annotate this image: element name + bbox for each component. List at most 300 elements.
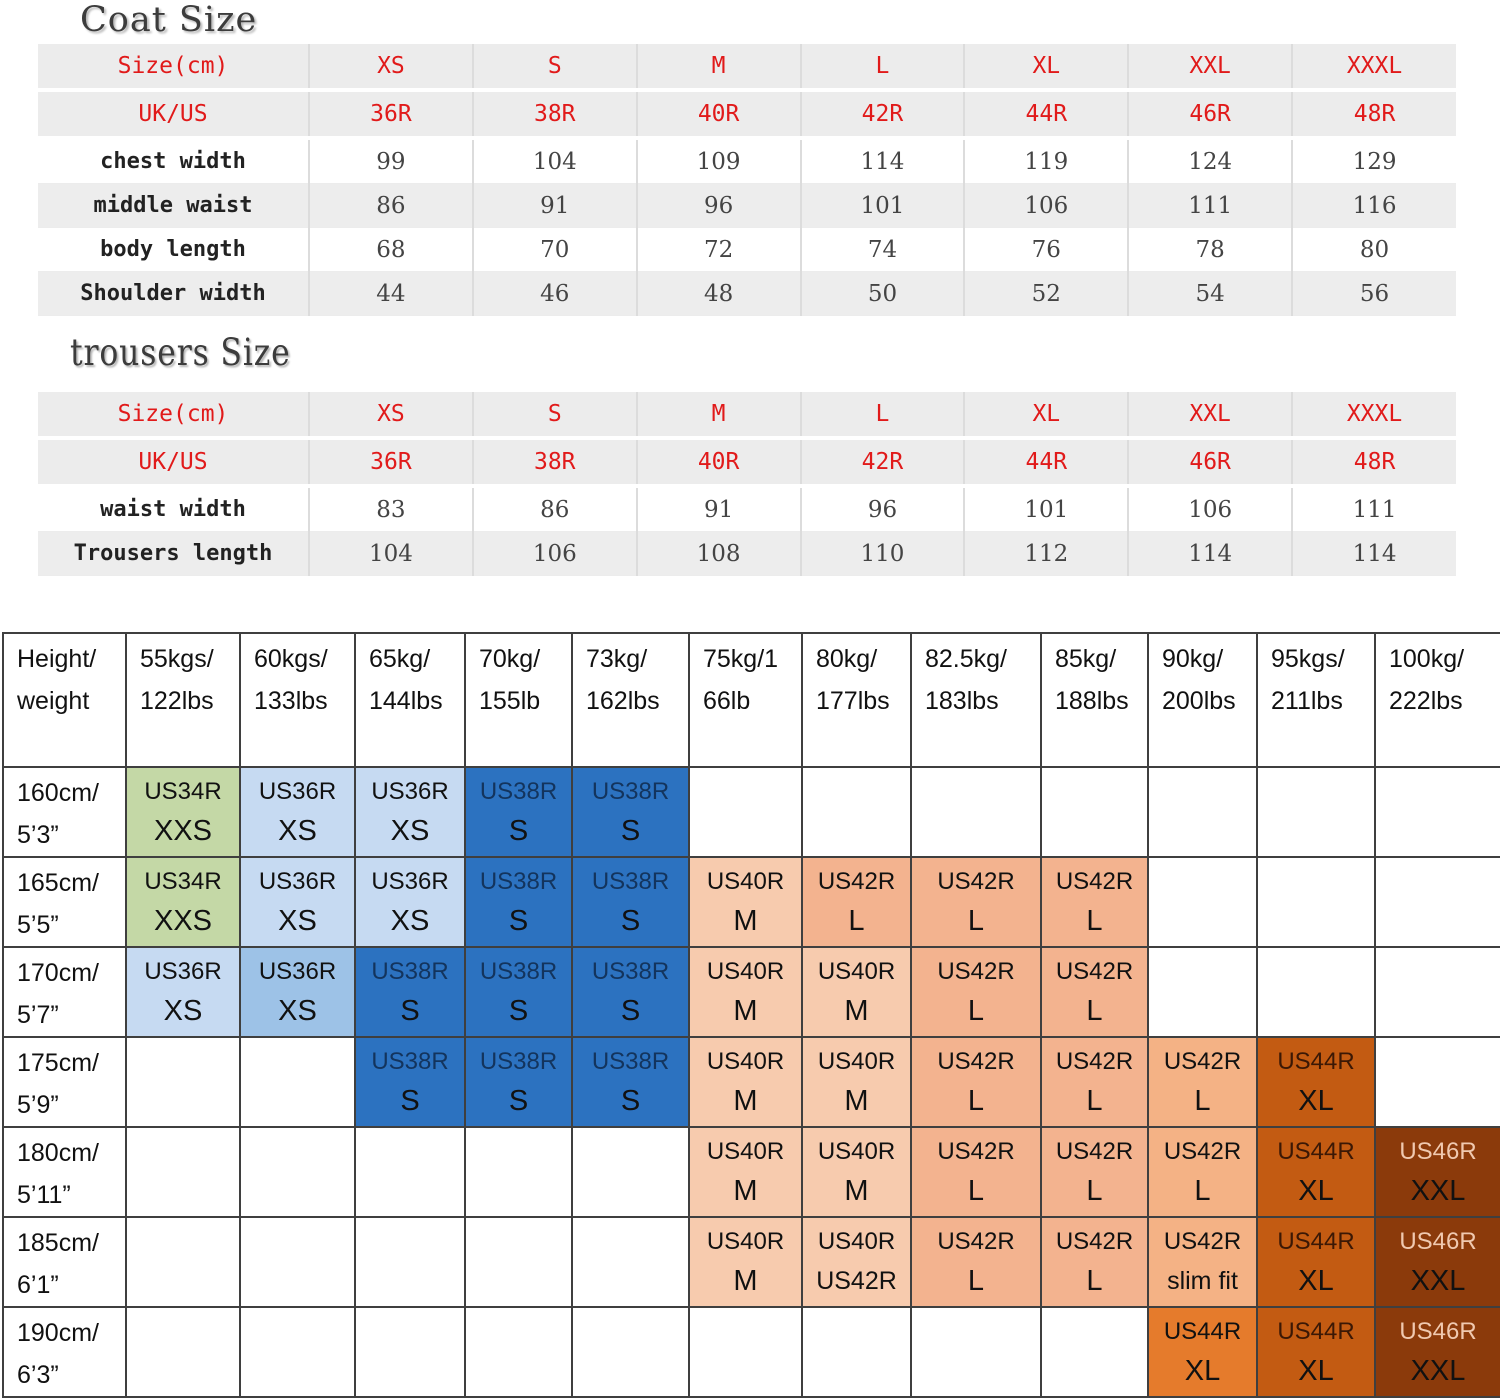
measurement-row: [38, 532, 1456, 576]
coat-size-table: [38, 44, 1456, 316]
size-header-cell: L: [801, 44, 965, 90]
measurement-value: 111: [1128, 184, 1292, 228]
letter-size: XS: [278, 815, 317, 847]
measurement-value: 116: [1292, 184, 1456, 228]
letter-size: S: [620, 815, 641, 847]
measurement-value: 104: [309, 532, 473, 576]
letter-size: L: [1194, 1175, 1211, 1207]
weight-label: 211lbs: [1271, 687, 1343, 715]
weight-label: 162lbs: [586, 687, 660, 715]
height-label: 5’7”: [17, 1001, 59, 1029]
size-fit-cell: [1375, 1217, 1500, 1307]
size-fit-cell: [689, 947, 802, 1037]
weight-header-cell: [126, 633, 240, 767]
height-weight-fit-chart: [2, 632, 1500, 1398]
empty-fit-cell: [911, 1307, 1041, 1397]
empty-fit-cell: [240, 1127, 355, 1217]
height-label-cell: [3, 1217, 126, 1307]
us-size-code: US38R: [591, 958, 670, 985]
uk-us-cell: 44R: [964, 438, 1128, 486]
uk-us-row: [38, 438, 1456, 486]
uk-us-cell: 38R: [473, 90, 637, 138]
uk-us-cell: 46R: [1128, 438, 1292, 486]
size-fit-cell: [572, 1037, 689, 1127]
letter-size: L: [1086, 995, 1103, 1027]
height-label: 6’3”: [17, 1361, 59, 1389]
size-fit-cell: [689, 1127, 802, 1217]
weight-header-cell: [1257, 633, 1375, 767]
us-size-code: US42R: [1055, 868, 1134, 895]
letter-size: M: [733, 905, 758, 937]
uk-us-cell: 48R: [1292, 90, 1456, 138]
measurement-label: body length: [38, 228, 309, 272]
us-size-code: US44R: [1277, 1048, 1355, 1075]
weight-label: 65kg/: [369, 645, 431, 673]
measurement-value: 91: [473, 184, 637, 228]
letter-size: slim fit: [1167, 1267, 1238, 1295]
size-header-cell: XS: [309, 392, 473, 438]
uk-us-cell: 40R: [637, 438, 801, 486]
us-size-code: US40R: [817, 958, 896, 985]
measurement-value: 80: [1292, 228, 1456, 272]
height-label-cell: [3, 947, 126, 1037]
letter-size: L: [1194, 1085, 1211, 1117]
size-header-cell: XXL: [1128, 392, 1292, 438]
weight-header-cell: [802, 633, 911, 767]
height-label: 175cm/: [17, 1049, 99, 1077]
letter-size: L: [967, 995, 985, 1027]
us-size-code: US42R: [1163, 1048, 1242, 1075]
height-label: 170cm/: [17, 959, 99, 987]
weight-label: 70kg/: [479, 645, 541, 673]
size-fit-cell: [911, 857, 1041, 947]
us-size-code: US42R: [1163, 1138, 1242, 1165]
weight-header-cell: [355, 633, 465, 767]
size-fit-cell: [355, 857, 465, 947]
measurement-value: 56: [1292, 272, 1456, 316]
empty-fit-cell: [1257, 857, 1375, 947]
height-label: 5’3”: [17, 821, 59, 849]
weight-header-cell: [1041, 633, 1148, 767]
letter-size: L: [967, 905, 985, 937]
size-fit-cell: [465, 767, 572, 857]
size-fit-cell: [1041, 1037, 1148, 1127]
letter-size: L: [1086, 905, 1103, 937]
size-fit-cell: [465, 947, 572, 1037]
letter-size: XS: [278, 995, 317, 1027]
weight-label: 95kgs/: [1271, 645, 1345, 673]
weight-label: 122lbs: [140, 687, 214, 715]
empty-fit-cell: [126, 1217, 240, 1307]
letter-size: US42R: [816, 1267, 897, 1295]
size-header-cell: M: [637, 392, 801, 438]
letter-size: L: [967, 1175, 985, 1207]
us-size-code: US38R: [591, 1048, 670, 1075]
uk-us-cell: 38R: [473, 438, 637, 486]
weight-label: 66lb: [703, 687, 751, 715]
size-fit-cell: [689, 1037, 802, 1127]
weight-label: 222lbs: [1389, 687, 1463, 715]
weight-label: 100kg/: [1389, 645, 1465, 673]
uk-us-cell: 48R: [1292, 438, 1456, 486]
measurement-value: 108: [637, 532, 801, 576]
size-header-cell: M: [637, 44, 801, 90]
measurement-value: 101: [801, 184, 965, 228]
size-fit-cell: [465, 857, 572, 947]
empty-fit-cell: [802, 767, 911, 857]
weight-label: 188lbs: [1055, 687, 1129, 715]
size-fit-cell: [1041, 947, 1148, 1037]
measurement-row: [38, 138, 1456, 184]
uk-us-cell: UK/US: [38, 438, 309, 486]
height-weight-corner: [3, 633, 126, 767]
weight-label: 144lbs: [369, 687, 443, 715]
empty-fit-cell: [1041, 767, 1148, 857]
measurement-value: 54: [1128, 272, 1292, 316]
weight-header-cell: [465, 633, 572, 767]
height-row: [3, 1127, 1500, 1217]
size-fit-cell: [1148, 1127, 1257, 1217]
empty-fit-cell: [126, 1307, 240, 1397]
height-label: 190cm/: [17, 1319, 99, 1347]
letter-size: M: [844, 1085, 869, 1117]
measurement-value: 50: [801, 272, 965, 316]
measurement-value: 70: [473, 228, 637, 272]
letter-size: XXL: [1410, 1175, 1466, 1207]
letter-size: XS: [390, 815, 430, 847]
us-size-code: US38R: [479, 778, 558, 805]
height-label-cell: [3, 1307, 126, 1397]
height-label-cell: [3, 767, 126, 857]
empty-fit-cell: [465, 1127, 572, 1217]
letter-size: M: [733, 1175, 758, 1207]
measurement-value: 106: [473, 532, 637, 576]
size-fit-cell: [355, 1037, 465, 1127]
size-fit-cell: [126, 947, 240, 1037]
size-fit-cell: [802, 857, 911, 947]
letter-size: S: [400, 1085, 420, 1117]
empty-fit-cell: [1041, 1307, 1148, 1397]
empty-fit-cell: [572, 1127, 689, 1217]
weight-header-cell: [689, 633, 802, 767]
letter-size: S: [508, 905, 529, 937]
weight-label: 85kg/: [1055, 645, 1117, 673]
letter-size: L: [1086, 1085, 1103, 1117]
measurement-label: Shoulder width: [38, 272, 309, 316]
size-fit-cell: [1041, 1217, 1148, 1307]
height-row: [3, 947, 1500, 1037]
measurement-value: 68: [309, 228, 473, 272]
weight-label: 183lbs: [925, 687, 999, 715]
letter-size: XXL: [1410, 1265, 1466, 1297]
size-fit-cell: [355, 947, 465, 1037]
letter-size: S: [620, 995, 641, 1027]
measurement-value: 76: [964, 228, 1128, 272]
size-fit-cell: [802, 947, 911, 1037]
measurement-value: 124: [1128, 138, 1292, 184]
size-fit-cell: [1257, 1127, 1375, 1217]
height-label: 180cm/: [17, 1139, 99, 1167]
empty-fit-cell: [689, 1307, 802, 1397]
empty-fit-cell: [802, 1307, 911, 1397]
letter-size: XXS: [153, 905, 213, 937]
letter-size: XL: [1184, 1355, 1221, 1387]
letter-size: XS: [163, 995, 203, 1027]
uk-us-cell: 42R: [801, 90, 965, 138]
empty-fit-cell: [355, 1127, 465, 1217]
uk-us-cell: 42R: [801, 438, 965, 486]
us-size-code: US42R: [817, 868, 896, 895]
size-header-cell: XXXL: [1292, 392, 1456, 438]
empty-fit-cell: [1148, 947, 1257, 1037]
uk-us-cell: 46R: [1128, 90, 1292, 138]
empty-fit-cell: [1148, 857, 1257, 947]
size-header-cell: XL: [964, 392, 1128, 438]
us-size-code: US44R: [1277, 1138, 1355, 1165]
letter-size: L: [848, 905, 865, 937]
measurement-row: [38, 272, 1456, 316]
size-fit-cell: [911, 1127, 1041, 1217]
size-header-cell: S: [473, 392, 637, 438]
measurement-value: 129: [1292, 138, 1456, 184]
size-fit-cell: [1041, 1127, 1148, 1217]
us-size-code: US38R: [479, 1048, 558, 1075]
empty-fit-cell: [911, 767, 1041, 857]
height-label: 185cm/: [17, 1229, 99, 1257]
size-header-cell: L: [801, 392, 965, 438]
us-size-code: US40R: [706, 1228, 785, 1255]
height-row: [3, 1037, 1500, 1127]
empty-fit-cell: [572, 1307, 689, 1397]
us-size-code: US36R: [144, 958, 222, 985]
us-size-code: US40R: [817, 1138, 896, 1165]
us-size-code: US38R: [591, 868, 670, 895]
height-label: 160cm/: [17, 779, 99, 807]
us-size-code: US42R: [937, 868, 1015, 895]
measurement-value: 78: [1128, 228, 1292, 272]
size-header-cell: XS: [309, 44, 473, 90]
us-size-code: US42R: [1055, 1228, 1134, 1255]
measurement-value: 72: [637, 228, 801, 272]
size-fit-cell: [240, 767, 355, 857]
weight-header-cell: [911, 633, 1041, 767]
empty-fit-cell: [1257, 947, 1375, 1037]
letter-size: M: [733, 1085, 758, 1117]
empty-fit-cell: [240, 1217, 355, 1307]
us-size-code: US42R: [937, 1048, 1015, 1075]
size-fit-cell: [802, 1127, 911, 1217]
us-size-code: US42R: [1055, 1048, 1134, 1075]
size-fit-cell: [1257, 1307, 1375, 1397]
weight-label: 60kgs/: [254, 645, 328, 673]
size-fit-cell: [689, 1217, 802, 1307]
measurement-row: [38, 486, 1456, 532]
size-fit-cell: [572, 767, 689, 857]
size-fit-cell: [572, 947, 689, 1037]
measurement-label: waist width: [38, 486, 309, 532]
letter-size: L: [1086, 1175, 1103, 1207]
trousers-size-title: trousers Size: [70, 331, 291, 374]
height-row: [3, 857, 1500, 947]
weight-label: 55kgs/: [140, 645, 214, 673]
uk-us-row: [38, 90, 1456, 138]
size-fit-cell: [802, 1217, 911, 1307]
measurement-value: 119: [964, 138, 1128, 184]
measurement-value: 96: [801, 486, 965, 532]
size-fit-cell: [1148, 1217, 1257, 1307]
letter-size: M: [844, 995, 869, 1027]
letter-size: XS: [278, 905, 317, 937]
measurement-value: 114: [1128, 532, 1292, 576]
coat-size-title: Coat Size: [80, 0, 258, 40]
weight-label: 75kg/1: [703, 645, 779, 673]
letter-size: XS: [390, 905, 430, 937]
us-size-code: US46R: [1399, 1228, 1477, 1255]
corner-label: Height/: [17, 645, 97, 673]
letter-size: S: [508, 1085, 529, 1117]
letter-size: XL: [1298, 1085, 1334, 1117]
size-fit-cell: [572, 857, 689, 947]
measurement-row: [38, 228, 1456, 272]
measurement-row: [38, 184, 1456, 228]
letter-size: S: [400, 995, 420, 1027]
us-size-code: US40R: [706, 1138, 785, 1165]
us-size-code: US38R: [371, 1048, 449, 1075]
weight-label: 82.5kg/: [925, 645, 1008, 673]
measurement-value: 106: [964, 184, 1128, 228]
size-fit-cell: [1375, 1127, 1500, 1217]
letter-size: XXS: [153, 815, 213, 847]
measurement-value: 83: [309, 486, 473, 532]
measurement-value: 86: [473, 486, 637, 532]
us-size-code: US40R: [706, 868, 785, 895]
empty-fit-cell: [126, 1037, 240, 1127]
letter-size: M: [733, 995, 758, 1027]
letter-size: L: [967, 1085, 985, 1117]
empty-fit-cell: [240, 1307, 355, 1397]
empty-fit-cell: [465, 1307, 572, 1397]
weight-label: 155lb: [479, 687, 541, 715]
measurement-label: middle waist: [38, 184, 309, 228]
us-size-code: US42R: [1163, 1228, 1242, 1255]
weight-label: 177lbs: [816, 687, 890, 715]
measurement-value: 114: [801, 138, 965, 184]
empty-fit-cell: [355, 1307, 465, 1397]
measurement-value: 46: [473, 272, 637, 316]
height-row: [3, 767, 1500, 857]
size-fit-cell: [911, 1217, 1041, 1307]
measurement-value: 91: [637, 486, 801, 532]
letter-size: L: [1086, 1265, 1103, 1297]
size-fit-cell: [1375, 1307, 1500, 1397]
size-fit-cell: [802, 1037, 911, 1127]
measurement-value: 104: [473, 138, 637, 184]
letter-size: S: [508, 815, 529, 847]
empty-fit-cell: [1375, 857, 1500, 947]
letter-size: XXL: [1410, 1355, 1466, 1387]
us-size-code: US40R: [706, 1048, 785, 1075]
letter-size: L: [967, 1265, 985, 1297]
us-size-code: US44R: [1277, 1318, 1355, 1345]
us-size-code: US36R: [371, 868, 449, 895]
measurement-value: 109: [637, 138, 801, 184]
height-label-cell: [3, 1127, 126, 1217]
letter-size: XL: [1298, 1265, 1334, 1297]
empty-fit-cell: [240, 1037, 355, 1127]
weight-header-cell: [1148, 633, 1257, 767]
uk-us-cell: 36R: [309, 90, 473, 138]
empty-fit-cell: [1257, 767, 1375, 857]
uk-us-cell: 40R: [637, 90, 801, 138]
empty-fit-cell: [1375, 767, 1500, 857]
uk-us-cell: 36R: [309, 438, 473, 486]
height-label-cell: [3, 1037, 126, 1127]
height-row: [3, 1217, 1500, 1307]
height-label: 5’5”: [17, 911, 59, 939]
height-label: 5’9”: [17, 1091, 59, 1119]
uk-us-cell: 44R: [964, 90, 1128, 138]
weight-header-cell: [240, 633, 355, 767]
size-fit-cell: [465, 1037, 572, 1127]
height-row: [3, 1307, 1500, 1397]
size-header-cell: Size(cm): [38, 392, 309, 438]
us-size-code: US36R: [258, 868, 337, 895]
us-size-code: US38R: [479, 958, 558, 985]
weight-header-cell: [1375, 633, 1500, 767]
us-size-code: US42R: [1055, 1138, 1134, 1165]
us-size-code: US46R: [1399, 1138, 1477, 1165]
measurement-label: Trousers length: [38, 532, 309, 576]
weight-label: 80kg/: [816, 645, 878, 673]
corner-label: weight: [17, 687, 90, 715]
size-header-cell: S: [473, 44, 637, 90]
measurement-value: 86: [309, 184, 473, 228]
measurement-value: 44: [309, 272, 473, 316]
size-header-cell: XXXL: [1292, 44, 1456, 90]
measurement-label: chest width: [38, 138, 309, 184]
us-size-code: US36R: [371, 778, 449, 805]
empty-fit-cell: [1375, 947, 1500, 1037]
size-header-cell: XXL: [1128, 44, 1292, 90]
size-header-row: [38, 44, 1456, 90]
us-size-code: US36R: [258, 958, 337, 985]
empty-fit-cell: [126, 1127, 240, 1217]
us-size-code: US46R: [1399, 1318, 1477, 1345]
size-fit-cell: [355, 767, 465, 857]
size-fit-cell: [126, 857, 240, 947]
empty-fit-cell: [1148, 767, 1257, 857]
letter-size: S: [508, 995, 529, 1027]
weight-header-row: [3, 633, 1500, 767]
letter-size: M: [844, 1175, 869, 1207]
letter-size: M: [733, 1265, 758, 1297]
measurement-value: 106: [1128, 486, 1292, 532]
us-size-code: US42R: [1055, 958, 1134, 985]
us-size-code: US38R: [371, 958, 449, 985]
size-header-row: [38, 392, 1456, 438]
us-size-code: US34R: [144, 868, 222, 895]
letter-size: S: [620, 1085, 641, 1117]
us-size-code: US40R: [706, 958, 785, 985]
height-label: 6’1”: [17, 1271, 59, 1299]
size-header-cell: XL: [964, 44, 1128, 90]
empty-fit-cell: [689, 767, 802, 857]
weight-label: 200lbs: [1162, 687, 1236, 715]
size-fit-cell: [1148, 1307, 1257, 1397]
letter-size: XL: [1298, 1175, 1334, 1207]
uk-us-cell: UK/US: [38, 90, 309, 138]
measurement-value: 112: [964, 532, 1128, 576]
